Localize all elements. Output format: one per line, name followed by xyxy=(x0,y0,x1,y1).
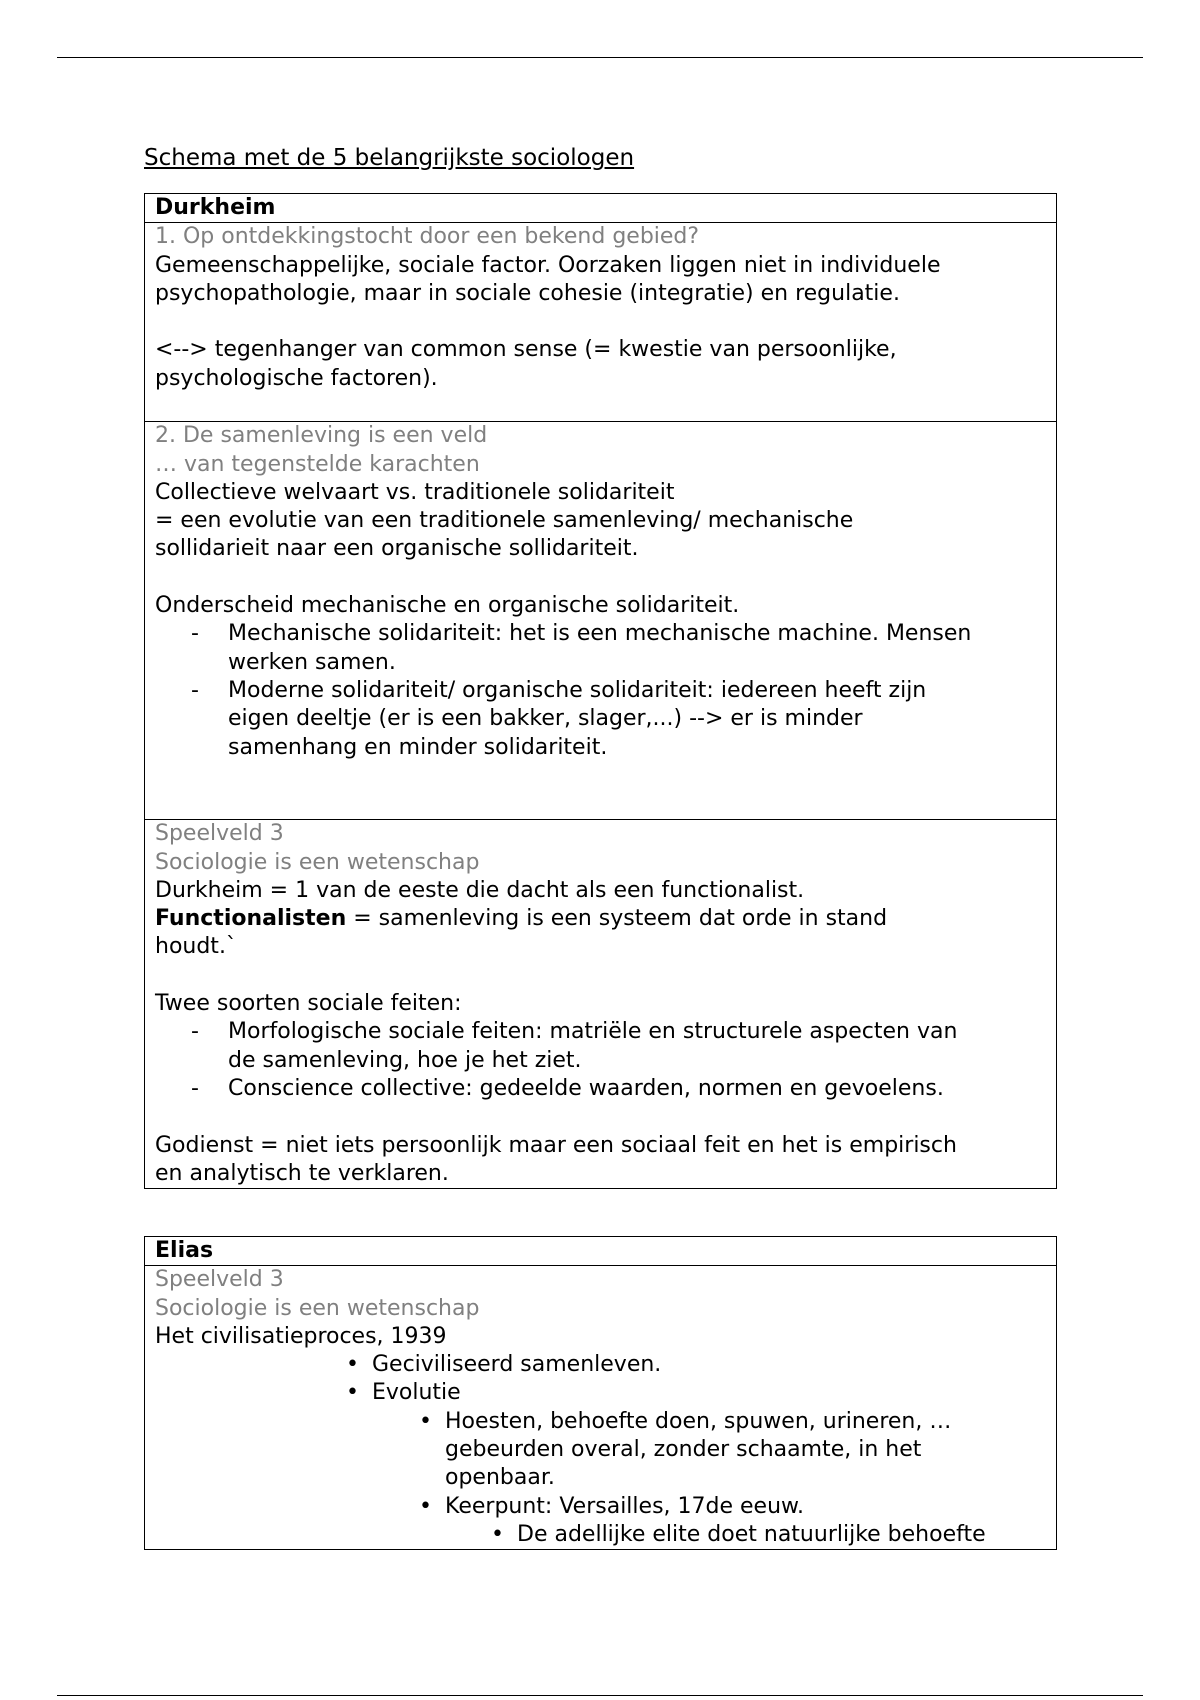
durkheim-table xyxy=(144,193,1057,1189)
section-1-line: <--> tegenhanger van common sense (= kwestie van persoonlijke, xyxy=(155,337,897,363)
section-3-intro: Twee soorten sociale feiten: xyxy=(155,991,462,1017)
section-2-subtitle: … van tegenstelde karachten xyxy=(155,451,480,477)
list-item: - Conscience collective: gedeelde waarden, normen en gevoelens. xyxy=(155,1075,1046,1103)
section-2-line: sollidarieit naar een organische sollidariteit. xyxy=(155,536,639,562)
dash-marker: - xyxy=(191,1075,199,1101)
section-2-intro: Onderscheid mechanische en organische solidariteit. xyxy=(155,593,740,619)
dash-marker: - xyxy=(191,1019,199,1045)
document-title: Schema met de 5 belangrijkste sociologen xyxy=(144,145,635,171)
list-item: - Mechanische solidariteit: het is een mechanische machine. Mensen werken samen. xyxy=(191,621,972,675)
section-2-line: Collectieve welvaart vs. traditionele solidariteit xyxy=(155,479,675,505)
section-1-subtitle: 1. Op ontdekkingstocht door een bekend gebied? xyxy=(155,224,700,250)
section-1-line: psychopathologie, maar in sociale cohesie (integratie) en regulatie. xyxy=(155,280,900,306)
elias-line: Het civilisatieproces, 1939 xyxy=(155,1323,447,1349)
elias-subtitle: Speelveld 3 xyxy=(155,1267,284,1293)
section-3-subtitle: Sociologie is een wetenschap xyxy=(155,849,480,875)
list-item: • Geciviliseerd samenleven. xyxy=(155,1351,1046,1379)
bullet-marker: • xyxy=(419,1408,432,1434)
social-facts-list xyxy=(155,1018,1046,1103)
elias-header-row xyxy=(145,1237,1057,1266)
section-3-closing: en analytisch te verklaren. xyxy=(155,1160,449,1186)
dash-marker: - xyxy=(191,621,199,647)
section-1-line: Gemeenschappelijke, sociale factor. Oorzaken liggen niet in individuele xyxy=(155,252,941,278)
section-2-line: = een evolutie van een traditionele samenleving/ mechanische xyxy=(155,508,854,534)
dash-marker: - xyxy=(191,677,199,703)
section-3-closing: Godienst = niet iets persoonlijk maar een sociaal feit en het is empirisch xyxy=(155,1132,957,1158)
durkheim-section-2 xyxy=(145,422,1057,820)
section-1-line: psychologische factoren). xyxy=(155,365,438,391)
functionalist-term: Functionalisten xyxy=(155,906,347,932)
list-item: • De adellijke elite doet natuurlijke behoefte xyxy=(155,1521,1046,1549)
bullet-marker: • xyxy=(346,1380,359,1406)
bullet-marker: • xyxy=(419,1493,432,1519)
durkheim-section-1 xyxy=(145,223,1057,422)
list-item: • Evolutie xyxy=(155,1379,1046,1407)
durkheim-section-3 xyxy=(145,820,1057,1189)
header-rule xyxy=(57,57,1143,58)
durkheim-header-row xyxy=(145,194,1057,223)
elias-heading: Elias xyxy=(145,1237,1057,1266)
list-item: • Keerpunt: Versailles, 17de eeuw. xyxy=(155,1493,1046,1521)
list-item: • Hoesten, behoefte doen, spuwen, urineren, … gebeurden overal, zonder schaamte, in het openbaar. xyxy=(419,1408,952,1491)
section-3-line: houdt.` xyxy=(155,934,237,960)
section-2-subtitle: 2. De samenleving is een veld xyxy=(155,423,488,449)
list-item: - Morfologische sociale feiten: matriële en structurele aspecten van de samenleving, hoe je het ziet. xyxy=(191,1019,958,1073)
section-3-subtitle: Speelveld 3 xyxy=(155,821,284,847)
durkheim-heading: Durkheim xyxy=(145,194,1057,223)
bullet-marker: • xyxy=(346,1352,359,1378)
list-item: - Moderne solidariteit/ organische solidariteit: iedereen heeft zijn eigen deeltje (er is een bakker, slager,...) --> er is minder samenhang en minder solidariteit. xyxy=(191,677,927,760)
elias-section xyxy=(145,1266,1057,1550)
functionalist-definition: Functionalisten = samenleving is een systeem dat orde in stand xyxy=(155,906,888,932)
bullet-marker: • xyxy=(491,1521,504,1547)
civilisation-list xyxy=(155,1351,1046,1549)
solidarity-list xyxy=(155,620,1046,761)
elias-subtitle: Sociologie is een wetenschap xyxy=(155,1295,480,1321)
section-3-line: Durkheim = 1 van de eeste die dacht als een functionalist. xyxy=(155,877,805,903)
footer-rule xyxy=(57,1695,1143,1696)
elias-table xyxy=(144,1236,1057,1550)
